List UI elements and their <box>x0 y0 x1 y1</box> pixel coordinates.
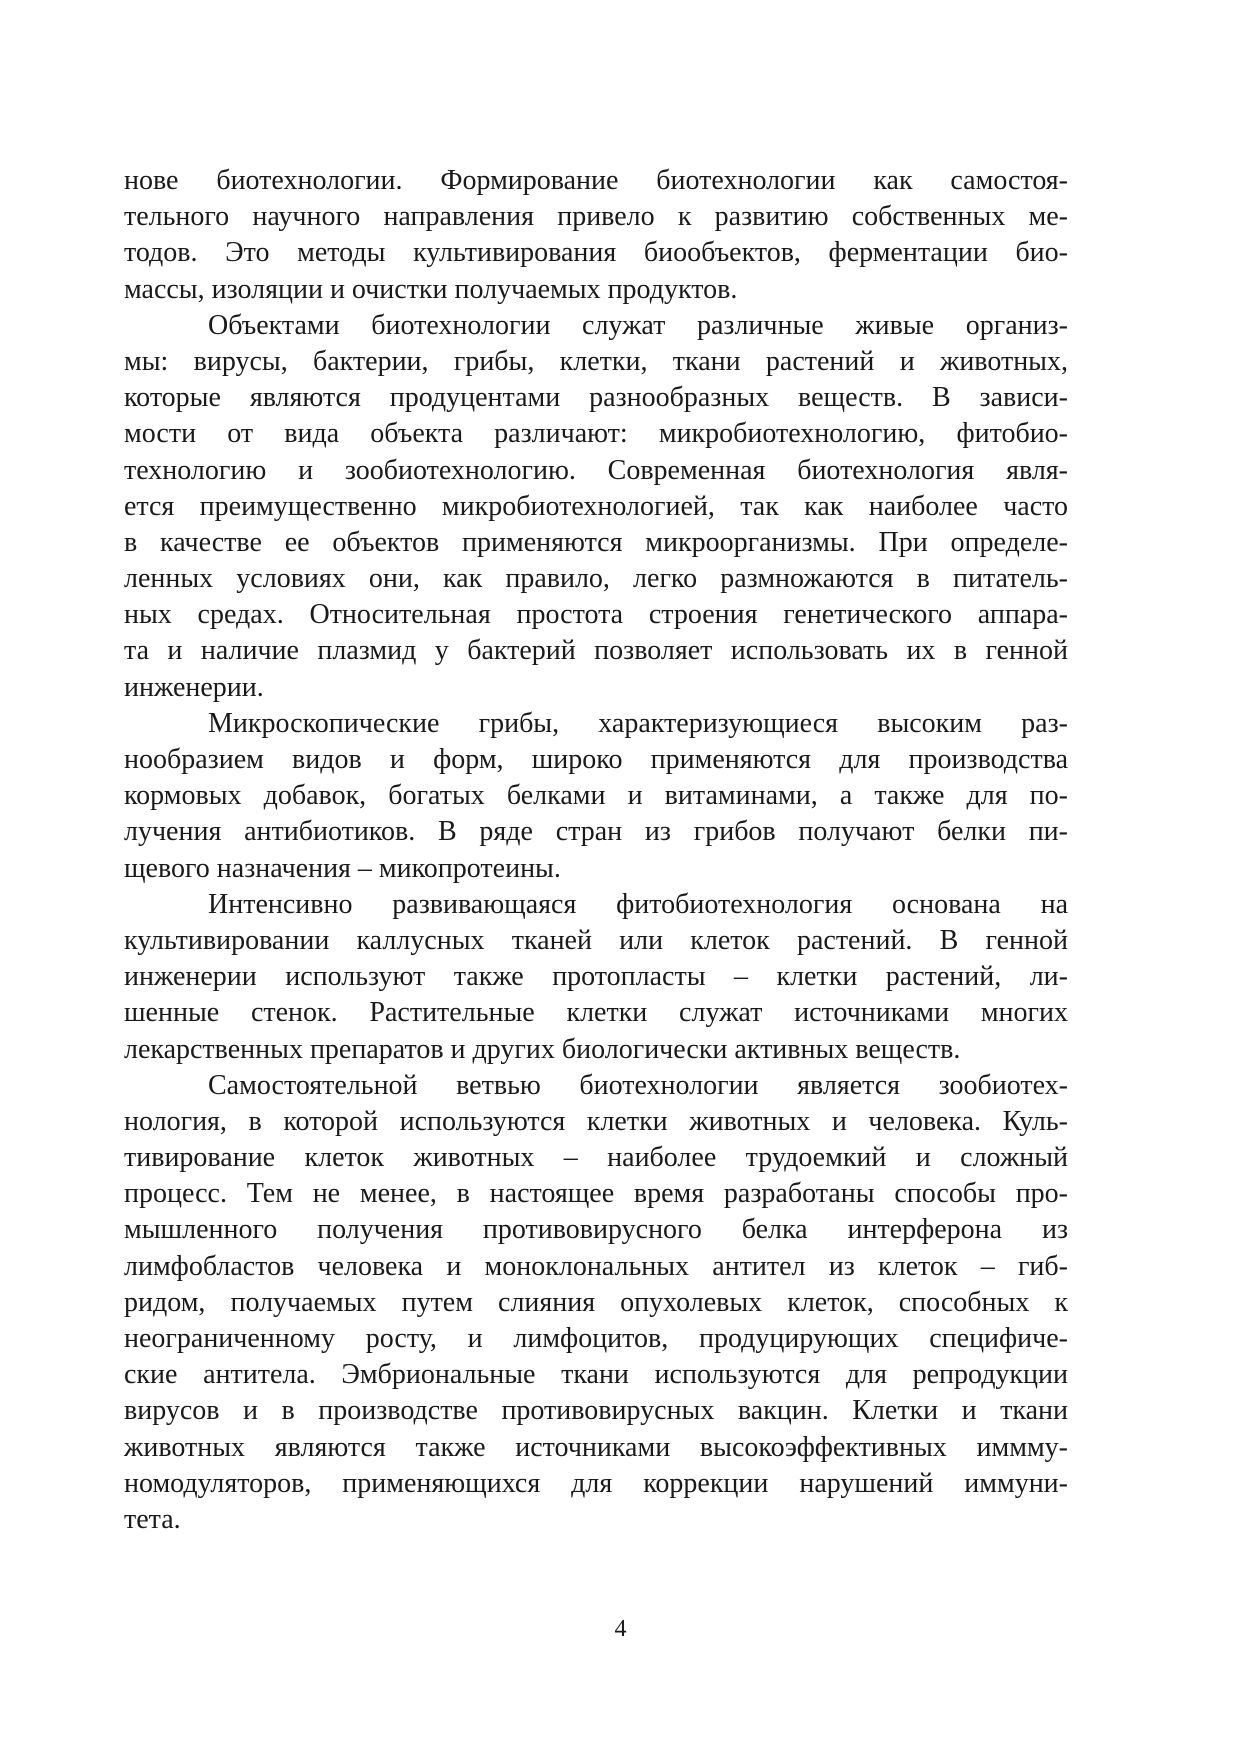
paragraph <box>124 706 1068 887</box>
text-line: культивировании каллусных тканей или клеток растений. В генной <box>124 924 1068 956</box>
text-line: номодуляторов, применяющихся для коррекции нарушений иммуни- <box>124 1467 1068 1499</box>
text-line: Объектами биотехнологии служат различные живые организ- <box>208 309 1068 341</box>
text-line: нообразием видов и форм, широко применяются для производства <box>124 744 1068 775</box>
paragraph <box>124 887 1068 1068</box>
text-line: Самостоятельной ветвью биотехнологии является зообиотех- <box>208 1069 1068 1101</box>
page-number: 4 <box>614 1616 627 1642</box>
text-line: та и наличие плазмид у бактерий позволяет использовать их в генной <box>124 635 1068 667</box>
text-line: ские антитела. Эмбриональные ткани используются для репродукции <box>124 1359 1068 1391</box>
text-line: тодов. Это методы культивирования биообъектов, ферментации био- <box>124 237 1068 269</box>
text-line: ленных условиях они, как правило, легко размножаются в питатель- <box>124 563 1068 595</box>
body-text <box>124 163 1068 1538</box>
text-line: ется преимущественно микробиотехнологией, так как наиболее часто <box>124 490 1068 522</box>
text-line: вирусов и в производстве противовирусных вакцин. Клетки и ткани <box>124 1395 1068 1427</box>
text-line: лучения антибиотиков. В ряде стран из грибов получают белки пи- <box>124 816 1068 848</box>
text-line: ридом, получаемых путем слияния опухолевых клеток, способных к <box>124 1286 1068 1318</box>
paragraph <box>124 1068 1068 1538</box>
text-line: шенные стенок. Растительные клетки служат источниками многих <box>124 997 1068 1029</box>
text-line: неограниченному росту, и лимфоцитов, продуцирующих специфиче- <box>124 1323 1068 1354</box>
text-line: ных средах. Относительная простота строения генетического аппара- <box>124 599 1068 631</box>
text-line: мышленного получения противовирусного белка интерферона из <box>124 1214 1068 1246</box>
text-line: Интенсивно развивающаяся фитобиотехнология основана на <box>208 888 1068 920</box>
text-line: которые являются продуцентами разнообразных веществ. В зависи- <box>124 382 1068 414</box>
text-line: тельного научного направления привело к развитию собственных ме- <box>124 201 1068 233</box>
paragraph <box>124 308 1068 706</box>
text-line: нове биотехнологии. Формирование биотехнологии как самостоя- <box>124 165 1068 196</box>
text-line: массы, изоляции и очистки получаемых продуктов. <box>124 273 738 305</box>
text-line: щевого назначения – микопротеины. <box>124 852 561 884</box>
text-line: тивирование клеток животных – наиболее трудоемкий и сложный <box>124 1142 1068 1174</box>
text-line: Микроскопические грибы, характеризующиеся высоким раз- <box>208 707 1068 739</box>
text-line: тета. <box>124 1503 181 1535</box>
text-line: в качестве ее объектов применяются микроорганизмы. При определе- <box>124 526 1068 558</box>
text-line: нология, в которой используются клетки животных и человека. Куль- <box>124 1105 1068 1137</box>
text-line: технологию и зообиотехнологию. Современная биотехнология явля- <box>124 454 1068 486</box>
text-line: мы: вирусы, бактерии, грибы, клетки, ткани растений и животных, <box>124 345 1068 377</box>
text-line: животных являются также источниками высокоэффективных иммму- <box>124 1431 1068 1463</box>
text-line: лекарственных препаратов и других биологически активных веществ. <box>124 1033 961 1065</box>
text-line: лимфобластов человека и моноклональных антител из клеток – гиб- <box>124 1250 1068 1282</box>
text-line: процесс. Тем не менее, в настоящее время разработаны способы про- <box>124 1178 1068 1210</box>
text-line: мости от вида объекта различают: микробиотехнологию, фитобио- <box>124 418 1068 450</box>
text-line: инженерии. <box>124 671 264 703</box>
paragraph <box>124 163 1068 308</box>
text-line: инженерии используют также протопласты – клетки растений, ли- <box>124 961 1068 993</box>
text-line: кормовых добавок, богатых белками и витаминами, а также для по- <box>124 780 1068 812</box>
